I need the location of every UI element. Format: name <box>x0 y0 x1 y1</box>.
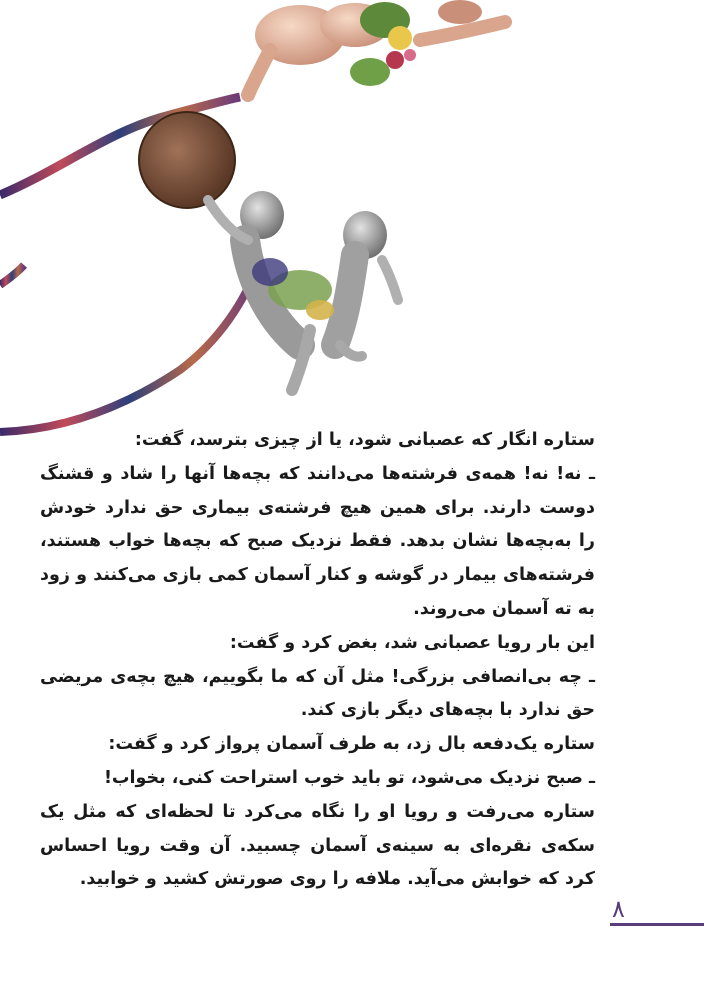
story-paragraph: این بار رویا عصبانی شد، بغض کرد و گفت: <box>229 632 595 653</box>
story-paragraph: ستاره انگار که عصبانی شود، یا از چیزی بترسد، گفت: <box>134 430 595 450</box>
story-paragraph: ـ صبح نزدیک می‌شود، تو باید خوب استراحت کنی، بخواب! <box>103 767 595 788</box>
collage-illustration <box>0 0 704 440</box>
page-footer <box>610 895 704 935</box>
stone-cherubs-icon <box>208 191 398 390</box>
page-number: ۸ <box>612 895 625 923</box>
bronze-coin-icon <box>139 112 235 208</box>
story-paragraph: ـ چه بی‌انصافی بزرگی! مثل آن که ما بگوییم، هیچ بچه‌ی مریضی حق ندارد با بچه‌های دیگر بازی کند. <box>40 666 595 721</box>
story-paragraph: ـ نه! نه! همه‌ی فرشته‌ها می‌دانند که بچه‌ها آنها را شاد و قشنگ دوست دارند. برای همین هیچ فرشته‌ی بیماری حق ندارد خودش را به‌بچه‌ها نشان بدهد. فقط نزدیک صبح که بچه‌ها خواب هستند، فرشته‌های بیمار در گوشه و کنار آسمان کمی بازی می‌کنند و زود به ته آسمان می‌روند. <box>40 463 595 619</box>
page-number-rule <box>610 923 704 926</box>
story-paragraph: ستاره یک‌دفعه بال زد، به طرف آسمان پرواز کرد و گفت: <box>108 734 595 755</box>
story-paragraph: ستاره می‌رفت و رویا او را نگاه می‌کرد تا لحظه‌ای که مثل یک سکه‌ی نقره‌ای به سینه‌ی آسمان چسبید. آن وقت رویا احساس کرد که خوابش می‌آید. ملافه را روی صورتش کشید و خوابید. <box>40 801 595 890</box>
story-text <box>40 424 595 897</box>
